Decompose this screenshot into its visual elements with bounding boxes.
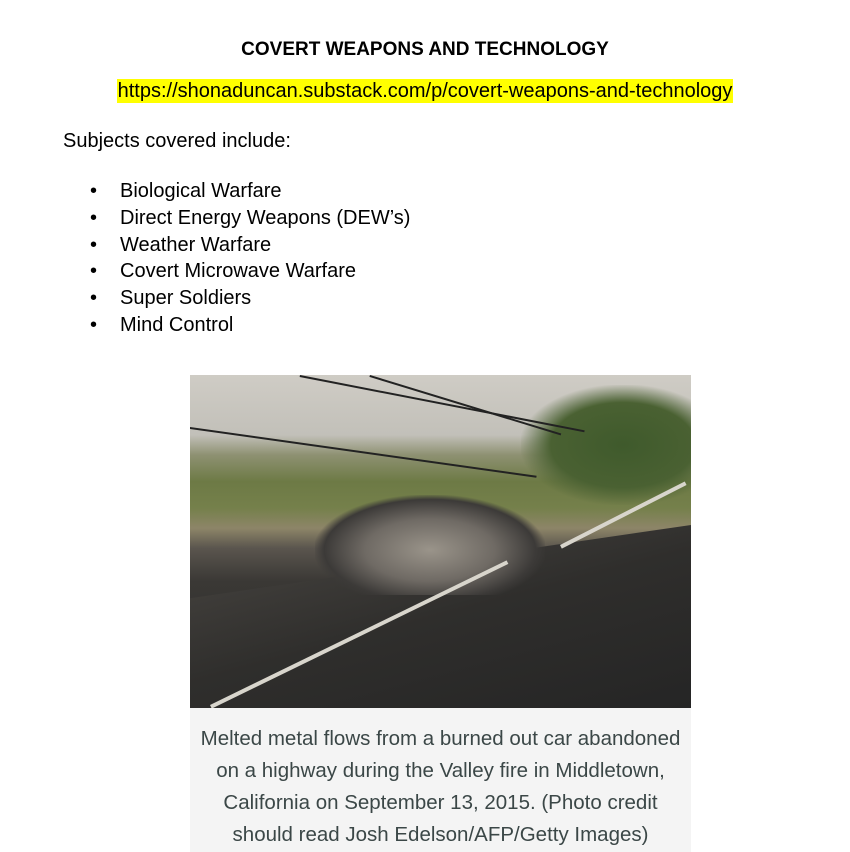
bullet-icon: • xyxy=(90,260,98,283)
list-item xyxy=(0,285,410,312)
caption-line: Melted metal flows from a burned out car abandoned xyxy=(200,727,681,750)
intro-text: Subjects covered include: xyxy=(63,130,291,152)
list-item xyxy=(0,178,410,205)
list-item-label: Mind Control xyxy=(120,313,234,336)
article-link[interactable] xyxy=(0,80,850,103)
list-item xyxy=(0,258,410,285)
burned-car xyxy=(315,495,545,595)
bullet-icon: • xyxy=(90,180,98,202)
caption-line: California on September 13, 2015. (Photo credit xyxy=(223,791,658,814)
burned-car-photo xyxy=(190,375,691,708)
caption-line: on a highway during the Valley fire in Middletown, xyxy=(216,759,665,782)
power-line xyxy=(190,427,537,477)
bullet-icon: • xyxy=(90,313,98,336)
list-item-label: Biological Warfare xyxy=(120,180,282,202)
list-item xyxy=(0,312,410,339)
list-item-label: Covert Microwave Warfare xyxy=(120,260,356,283)
caption-line: should read Josh Edelson/AFP/Getty Images) xyxy=(232,823,649,846)
bullet-icon: • xyxy=(90,206,98,229)
list-item-label: Super Soldiers xyxy=(120,287,252,310)
list-item-label: Direct Energy Weapons (DEW’s) xyxy=(120,206,411,229)
article-link-text[interactable]: https://shonaduncan.substack.com/p/covert-weapons-and-technology xyxy=(117,80,733,102)
list-item xyxy=(0,232,410,259)
subjects-list xyxy=(0,178,410,339)
bullet-icon: • xyxy=(90,233,98,256)
trees xyxy=(521,385,691,505)
document-title: COVERT WEAPONS AND TECHNOLOGY xyxy=(241,39,609,60)
photo-caption xyxy=(190,708,691,852)
list-item xyxy=(0,205,410,232)
list-item-label: Weather Warfare xyxy=(120,233,272,256)
bullet-icon: • xyxy=(90,287,98,310)
